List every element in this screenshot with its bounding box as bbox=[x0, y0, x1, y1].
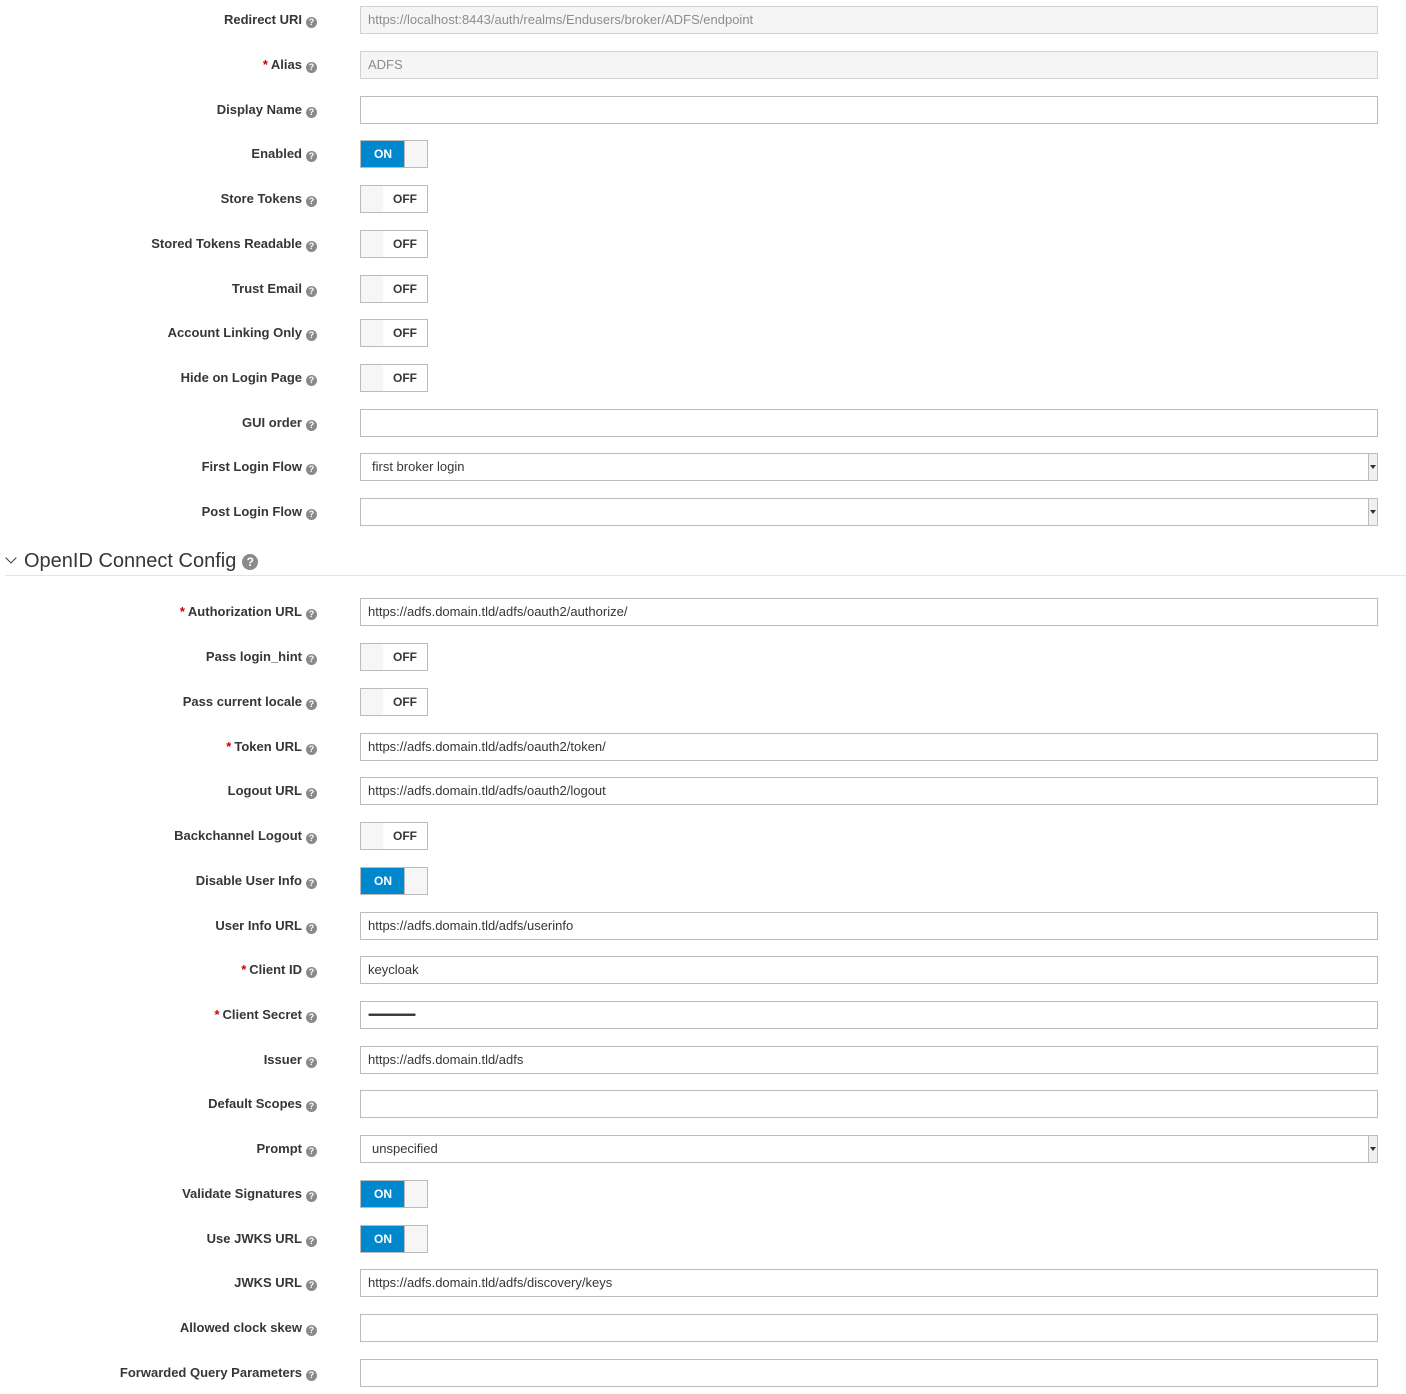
question-circle-icon[interactable]: ? bbox=[306, 1101, 317, 1112]
jwks-url-label: JWKS URL ? bbox=[234, 1269, 317, 1297]
default-scopes-field[interactable] bbox=[360, 1090, 1378, 1118]
validate-signatures-row bbox=[0, 1180, 1406, 1208]
redirect-uri-field[interactable]: https://localhost:8443/auth/realms/Endusers/broker/ADFS/endpoint bbox=[360, 6, 1378, 34]
first-login-flow-label: First Login Flow ? bbox=[202, 453, 317, 481]
jwks-url-row bbox=[0, 1269, 1406, 1297]
question-circle-icon[interactable]: ? bbox=[306, 286, 317, 297]
question-circle-icon[interactable]: ? bbox=[306, 107, 317, 118]
account-linking-only-toggle[interactable]: OFF bbox=[360, 319, 428, 347]
store-tokens-toggle[interactable]: OFF bbox=[360, 185, 428, 213]
prompt-select[interactable]: unspecified bbox=[360, 1135, 1378, 1163]
question-circle-icon[interactable]: ? bbox=[306, 923, 317, 934]
default-scopes-row bbox=[0, 1090, 1406, 1118]
question-circle-icon[interactable]: ? bbox=[306, 878, 317, 889]
client-id-field[interactable]: keycloak bbox=[360, 956, 1378, 984]
client-secret-row bbox=[0, 1001, 1406, 1029]
backchannel-logout-label: Backchannel Logout ? bbox=[174, 822, 317, 850]
question-circle-icon[interactable]: ? bbox=[306, 1012, 317, 1023]
question-circle-icon[interactable]: ? bbox=[306, 654, 317, 665]
backchannel-logout-row bbox=[0, 822, 1406, 850]
question-circle-icon[interactable]: ? bbox=[306, 464, 317, 475]
use-jwks-url-row bbox=[0, 1225, 1406, 1253]
section-title: OpenID Connect Config ? bbox=[24, 548, 258, 574]
required-asterisk: * bbox=[179, 604, 185, 619]
hide-on-login-page-toggle[interactable]: OFF bbox=[360, 364, 428, 392]
pass-current-locale-row bbox=[0, 688, 1406, 716]
account-linking-only-label: Account Linking Only ? bbox=[168, 319, 317, 347]
post-login-flow-label: Post Login Flow ? bbox=[202, 498, 317, 526]
display-name-label: Display Name ? bbox=[217, 96, 317, 124]
alias-row bbox=[0, 51, 1406, 79]
question-circle-icon[interactable]: ? bbox=[306, 1325, 317, 1336]
question-circle-icon[interactable]: ? bbox=[306, 1236, 317, 1247]
issuer-field[interactable]: https://adfs.domain.tld/adfs bbox=[360, 1046, 1378, 1074]
pass-login-hint-toggle[interactable]: OFF bbox=[360, 643, 428, 671]
authorization-url-row bbox=[0, 598, 1406, 626]
trust-email-row bbox=[0, 275, 1406, 303]
forwarded-query-parameters-field[interactable] bbox=[360, 1359, 1378, 1387]
dropdown-arrow-icon[interactable] bbox=[1368, 454, 1377, 480]
disable-user-info-label: Disable User Info ? bbox=[196, 867, 317, 895]
pass-current-locale-label: Pass current locale ? bbox=[183, 688, 317, 716]
question-circle-icon[interactable]: ? bbox=[306, 1370, 317, 1381]
pass-login-hint-label: Pass login_hint ? bbox=[206, 643, 317, 671]
user-info-url-row bbox=[0, 912, 1406, 940]
prompt-label: Prompt ? bbox=[257, 1135, 318, 1163]
gui-order-label: GUI order ? bbox=[242, 409, 317, 437]
backchannel-logout-toggle[interactable]: OFF bbox=[360, 822, 428, 850]
stored-tokens-readable-label: Stored Tokens Readable ? bbox=[151, 230, 317, 258]
account-linking-only-row bbox=[0, 319, 1406, 347]
post-login-flow-select[interactable] bbox=[360, 498, 1378, 526]
pass-login-hint-row bbox=[0, 643, 1406, 671]
hide-on-login-page-row bbox=[0, 364, 1406, 392]
token-url-row bbox=[0, 733, 1406, 761]
authorization-url-label: * Authorization URL ? bbox=[180, 598, 317, 626]
redirect-uri-label: Redirect URI ? bbox=[224, 6, 317, 34]
dropdown-arrow-icon[interactable] bbox=[1368, 499, 1377, 525]
user-info-url-field[interactable]: https://adfs.domain.tld/adfs/userinfo bbox=[360, 912, 1378, 940]
hide-on-login-page-label: Hide on Login Page ? bbox=[181, 364, 317, 392]
client-secret-label: * Client Secret ? bbox=[214, 1001, 317, 1029]
openid-connect-config-header[interactable] bbox=[5, 546, 1406, 576]
store-tokens-row bbox=[0, 185, 1406, 213]
allowed-clock-skew-label: Allowed clock skew ? bbox=[180, 1314, 317, 1342]
question-circle-icon[interactable]: ? bbox=[306, 1146, 317, 1157]
token-url-label: * Token URL ? bbox=[226, 733, 317, 761]
alias-field[interactable]: ADFS bbox=[360, 51, 1378, 79]
validate-signatures-toggle[interactable]: ON bbox=[360, 1180, 428, 1208]
display-name-row bbox=[0, 96, 1406, 124]
required-asterisk: * bbox=[241, 962, 247, 977]
first-login-flow-select[interactable]: first broker login bbox=[360, 453, 1378, 481]
enabled-toggle[interactable]: ON bbox=[360, 140, 428, 168]
issuer-label: Issuer ? bbox=[264, 1046, 317, 1074]
prompt-row bbox=[0, 1135, 1406, 1163]
question-circle-icon[interactable]: ? bbox=[306, 196, 317, 207]
client-id-row bbox=[0, 956, 1406, 984]
client-id-label: * Client ID ? bbox=[241, 956, 317, 984]
required-asterisk: * bbox=[214, 1007, 220, 1022]
use-jwks-url-label: Use JWKS URL ? bbox=[207, 1225, 317, 1253]
question-circle-icon[interactable]: ? bbox=[306, 744, 317, 755]
alias-label: * Alias ? bbox=[263, 51, 317, 79]
first-login-flow-row bbox=[0, 453, 1406, 481]
logout-url-row bbox=[0, 777, 1406, 805]
forwarded-query-parameters-label: Forwarded Query Parameters ? bbox=[120, 1359, 317, 1387]
pass-current-locale-toggle[interactable]: OFF bbox=[360, 688, 428, 716]
allowed-clock-skew-row bbox=[0, 1314, 1406, 1342]
display-name-field[interactable] bbox=[360, 96, 1378, 124]
question-circle-icon[interactable]: ? bbox=[306, 833, 317, 844]
question-circle-icon[interactable]: ? bbox=[306, 1057, 317, 1068]
question-circle-icon[interactable]: ? bbox=[306, 375, 317, 386]
authorization-url-field[interactable]: https://adfs.domain.tld/adfs/oauth2/authorize/ bbox=[360, 598, 1378, 626]
enabled-label: Enabled ? bbox=[251, 140, 317, 168]
gui-order-row bbox=[0, 409, 1406, 437]
question-circle-icon[interactable]: ? bbox=[306, 509, 317, 520]
question-circle-icon[interactable]: ? bbox=[306, 151, 317, 162]
redirect-uri-row bbox=[0, 6, 1406, 34]
required-asterisk: * bbox=[226, 739, 232, 754]
use-jwks-url-toggle[interactable]: ON bbox=[360, 1225, 428, 1253]
logout-url-field[interactable]: https://adfs.domain.tld/adfs/oauth2/logout bbox=[360, 777, 1378, 805]
question-circle-icon[interactable]: ? bbox=[306, 788, 317, 799]
question-circle-icon[interactable]: ? bbox=[306, 420, 317, 431]
disable-user-info-row bbox=[0, 867, 1406, 895]
default-scopes-label: Default Scopes ? bbox=[208, 1090, 317, 1118]
allowed-clock-skew-field[interactable] bbox=[360, 1314, 1378, 1342]
token-url-field[interactable]: https://adfs.domain.tld/adfs/oauth2/token/ bbox=[360, 733, 1378, 761]
forwarded-query-parameters-row bbox=[0, 1359, 1406, 1387]
logout-url-label: Logout URL ? bbox=[228, 777, 317, 805]
question-circle-icon[interactable]: ? bbox=[306, 699, 317, 710]
post-login-flow-row bbox=[0, 498, 1406, 526]
trust-email-toggle[interactable]: OFF bbox=[360, 275, 428, 303]
disable-user-info-toggle[interactable]: ON bbox=[360, 867, 428, 895]
chevron-down-icon[interactable] bbox=[5, 552, 16, 563]
gui-order-field[interactable] bbox=[360, 409, 1378, 437]
question-circle-icon[interactable]: ? bbox=[242, 554, 258, 570]
client-secret-field[interactable]: •••••••••••••••••••••••••••••••••••••••• bbox=[360, 1001, 1378, 1029]
question-circle-icon[interactable]: ? bbox=[306, 609, 317, 620]
dropdown-arrow-icon[interactable] bbox=[1368, 1136, 1377, 1162]
stored-tokens-readable-toggle[interactable]: OFF bbox=[360, 230, 428, 258]
question-circle-icon[interactable]: ? bbox=[306, 330, 317, 341]
enabled-row bbox=[0, 140, 1406, 168]
required-asterisk: * bbox=[262, 57, 268, 72]
question-circle-icon[interactable]: ? bbox=[306, 1191, 317, 1202]
stored-tokens-readable-row bbox=[0, 230, 1406, 258]
question-circle-icon[interactable]: ? bbox=[306, 62, 317, 73]
question-circle-icon[interactable]: ? bbox=[306, 967, 317, 978]
jwks-url-field[interactable]: https://adfs.domain.tld/adfs/discovery/keys bbox=[360, 1269, 1378, 1297]
user-info-url-label: User Info URL ? bbox=[215, 912, 317, 940]
issuer-row bbox=[0, 1046, 1406, 1074]
trust-email-label: Trust Email ? bbox=[232, 275, 317, 303]
question-circle-icon[interactable]: ? bbox=[306, 1280, 317, 1291]
question-circle-icon[interactable]: ? bbox=[306, 241, 317, 252]
store-tokens-label: Store Tokens ? bbox=[221, 185, 317, 213]
question-circle-icon[interactable]: ? bbox=[306, 17, 317, 28]
validate-signatures-label: Validate Signatures ? bbox=[182, 1180, 317, 1208]
